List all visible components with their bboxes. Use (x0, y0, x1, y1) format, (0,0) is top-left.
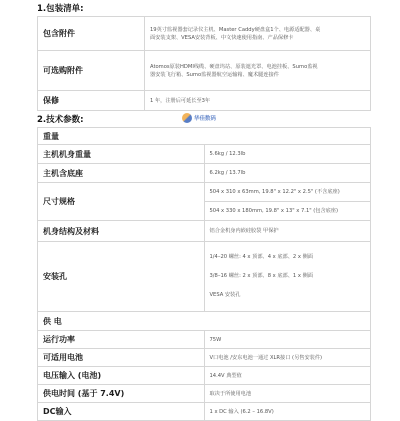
row-key: 包含附件 (38, 17, 145, 51)
table-row (38, 17, 371, 51)
row-key: 保修 (38, 91, 145, 111)
row-value: 铝合金机身内嵌硅胶袋 甲保护 (204, 221, 371, 242)
row-value (145, 51, 371, 91)
row-value: 14.4V 典型值 (204, 367, 371, 385)
header-weight: 重量 (38, 128, 371, 145)
value-line: 1/4–20 螺丝: 4 x 顶部、4 x 底部、2 x 侧面 (209, 254, 313, 260)
row-key: 可适用电池 (38, 349, 205, 367)
table-row (38, 145, 371, 164)
table-row (38, 242, 371, 312)
row-key: DC输入 (38, 403, 205, 421)
row-key: 可选购附件 (38, 51, 145, 91)
table-row (38, 164, 371, 183)
value-line: Atomos原装HDMI线缆、硬盘坞站、原装遮光罩、电池挂板、Sumo监视 (150, 63, 318, 70)
table-row (38, 331, 371, 349)
row-value: 504 x 330 x 180mm, 19.8" x 13" x 7.1" (包含底座) (204, 202, 371, 221)
table-row (38, 221, 371, 242)
row-key: 运行功率 (38, 331, 205, 349)
table-row (38, 183, 371, 202)
value-line: 器安装飞行箱、Sumo监视器航空运输箱、魔术腿连接件 (150, 71, 279, 78)
row-key: 供电时间 (基于 7.4V) (38, 385, 205, 403)
table-row (38, 403, 371, 421)
packing-list-table (37, 16, 371, 111)
value-line: 3/8–16 螺丝: 2 x 顶部、8 x 底部、1 x 侧面 (209, 273, 313, 279)
row-value: 6.2kg / 13.7lb (204, 164, 371, 183)
row-key: 安装孔 (38, 242, 205, 312)
row-value: 504 x 310 x 63mm, 19.8" x 12.2" x 2.5" (不含底座) (204, 183, 371, 202)
header-power: 供 电 (38, 312, 371, 331)
watermark-mark-icon (182, 113, 192, 123)
row-value: 75W (204, 331, 371, 349)
row-value: 5.6kg / 12.3lb (204, 145, 371, 164)
row-key: 主机含底座 (38, 164, 205, 183)
section-title-packing: 1.包装清单: (37, 4, 84, 14)
specs-table (37, 127, 371, 421)
table-row (38, 51, 371, 91)
row-value: V口电池 /安东电池一通过 XLR接口 (另售安装件) (204, 349, 371, 367)
row-value: 1 年，注册后可延长至3年 (145, 91, 371, 111)
value-line: 19英寸监视器套记录仪主机、Master Caddy硬盘盒1个、电源适配器、桌 (150, 26, 321, 33)
row-value: 1 x DC 输入 (6.2 – 16.8V) (204, 403, 371, 421)
watermark-logo (182, 113, 226, 123)
table-row (38, 367, 371, 385)
row-key: 尺寸规格 (38, 183, 205, 221)
row-key: 机身结构及材料 (38, 221, 205, 242)
watermark-text: 华佳数码 (194, 116, 217, 122)
row-value (145, 17, 371, 51)
value-line: 面安装支架、VESA安装背板、中文快速使用指南、产品保修卡 (150, 34, 294, 41)
row-key: 主机机身重量 (38, 145, 205, 164)
section-title-specs: 2.技术参数: (37, 115, 84, 125)
table-row (38, 91, 371, 111)
row-value: 取决于所使用电池 (204, 385, 371, 403)
table-header-row (38, 128, 371, 145)
table-header-row (38, 312, 371, 331)
table-row (38, 349, 371, 367)
value-line: VESA 安装孔 (209, 292, 241, 298)
row-value (204, 242, 371, 312)
row-key: 电压输入 (电池) (38, 367, 205, 385)
